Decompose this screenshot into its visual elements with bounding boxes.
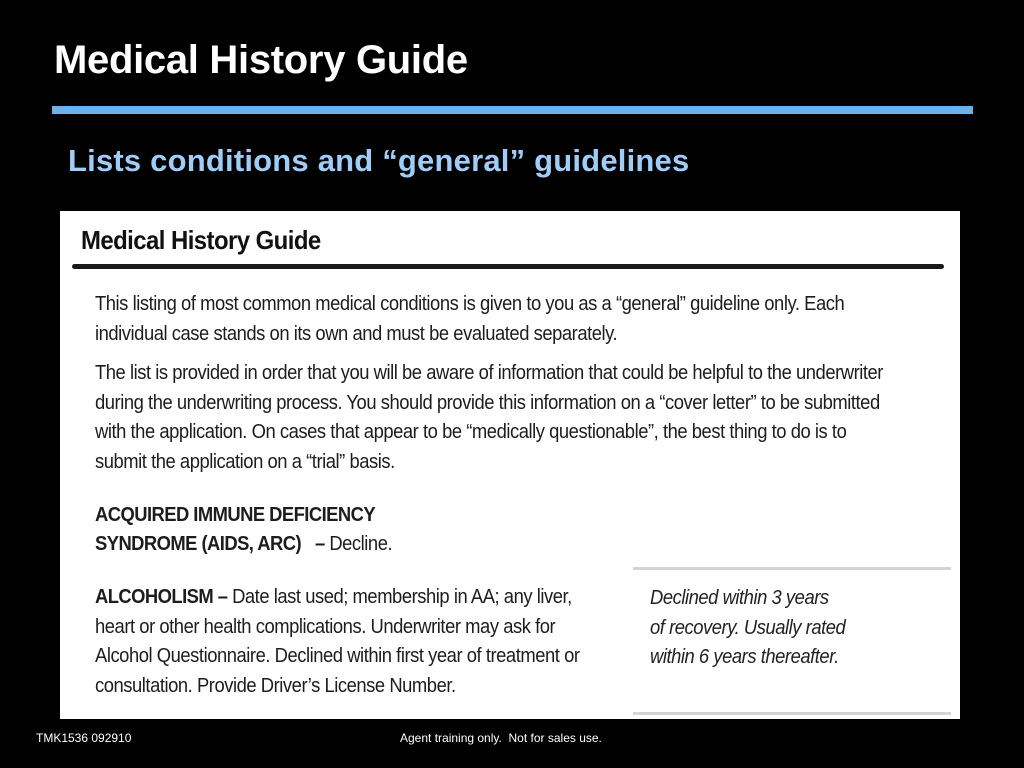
document-image (60, 211, 960, 719)
footer-disclaimer: Agent training only. Not for sales use. (400, 731, 602, 745)
condition-term: ACQUIRED IMMUNE DEFICIENCY (95, 504, 376, 526)
sidebar-note-box (633, 567, 951, 715)
condition-separator: – (314, 533, 325, 555)
condition-guideline: Date last used; membership in AA; any liver, heart or other health complications. Underwriter may ask for Alcohol Questionnaire. Declined within first year of treatment or consultation. Provide Driver’s License Number. (95, 586, 580, 697)
condition-alcoholism (95, 583, 592, 701)
condition-guideline: Decline. (329, 533, 393, 555)
footer-code: TMK1536 092910 (36, 731, 132, 745)
slide-title: Medical History Guide (54, 38, 468, 82)
condition-aids (95, 501, 647, 559)
condition-term: ALCOHOLISM – (95, 586, 228, 608)
slide-subtitle: Lists conditions and “general” guidelines (68, 143, 690, 178)
sidebar-note: Declined within 3 years of recovery. Usually rated within 6 years thereafter. (650, 587, 846, 668)
document-title: Medical History Guide (81, 225, 321, 255)
title-underline (52, 106, 973, 114)
condition-term: SYNDROME (AIDS, ARC) (95, 533, 302, 555)
intro-paragraph: This listing of most common medical conditions is given to you as a “general” guideline only. Each individual case stands on its own and must be evaluated separately. (95, 293, 845, 345)
document-title-rule (72, 264, 944, 269)
instructions-paragraph: The list is provided in order that you will be aware of information that could be helpful to the underwriter during the underwriting process. You should provide this information on a “cover letter” to be submitted with the application. On cases that appear to be “medically questionable”, the best thing to do is to submit the application on a “trial” basis. (95, 362, 883, 473)
